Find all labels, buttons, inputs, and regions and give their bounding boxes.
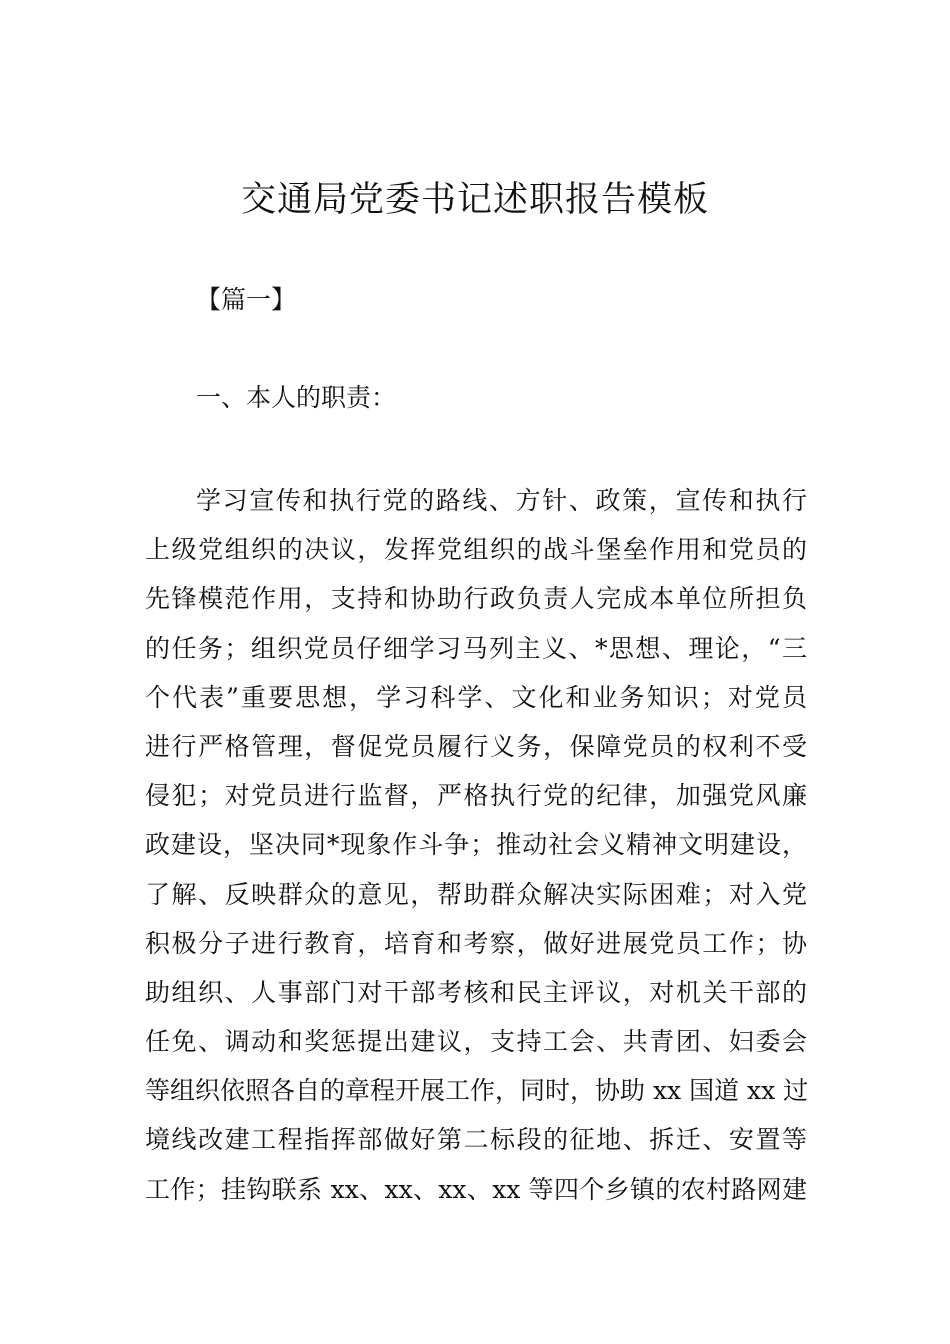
paragraph-line: 上级党组织的决议，发挥党组织的战斗堡垒作用和党员的 <box>145 535 807 565</box>
paragraph-line: 境线改建工程指挥部做好第二标段的征地、拆迁、安置等 <box>145 1125 807 1155</box>
paragraph-line: 个代表”重要思想，学习科学、文化和业务知识；对党员 <box>145 682 807 712</box>
paragraph-line: 的任务；组织党员仔细学习马列主义、*思想、理论，“三 <box>145 633 807 663</box>
section-heading: 一、本人的职责： <box>196 383 397 412</box>
paragraph-line: 进行严格管理，督促党员履行义务，保障党员的权利不受 <box>145 731 807 761</box>
body-paragraph <box>145 476 807 1214</box>
paragraph-line: 任免、调动和奖惩提出建议，支持工会、共青团、妇委会 <box>145 1027 807 1057</box>
paragraph-line: 学习宣传和执行党的路线、方针、政策，宣传和执行 <box>196 486 807 515</box>
paragraph-line: 助组织、人事部门对干部考核和民主评议，对机关干部的 <box>145 977 807 1007</box>
document-title: 交通局党委书记述职报告模板 <box>240 180 709 220</box>
section-label: 【篇一】 <box>196 285 297 314</box>
paragraph-line: 了解、反映群众的意见，帮助群众解决实际困难；对入党 <box>145 879 807 909</box>
paragraph-line: 先锋模范作用，支持和协助行政负责人完成本单位所担负 <box>145 584 807 614</box>
paragraph-line: 侵犯；对党员进行监督，严格执行党的纪律，加强党风廉 <box>145 781 807 811</box>
paragraph-line: 工作；挂钩联系 xx、xx、xx、xx 等四个乡镇的农村路网建 <box>145 1174 807 1204</box>
paragraph-line: 政建设，坚决同*现象作斗争；推动社会义精神文明建设， <box>145 830 807 860</box>
paragraph-line: 等组织依照各自的章程开展工作，同时，协助 xx 国道 xx 过 <box>145 1076 809 1106</box>
paragraph-line: 积极分子进行教育，培育和考察，做好进展党员工作；协 <box>145 928 807 958</box>
